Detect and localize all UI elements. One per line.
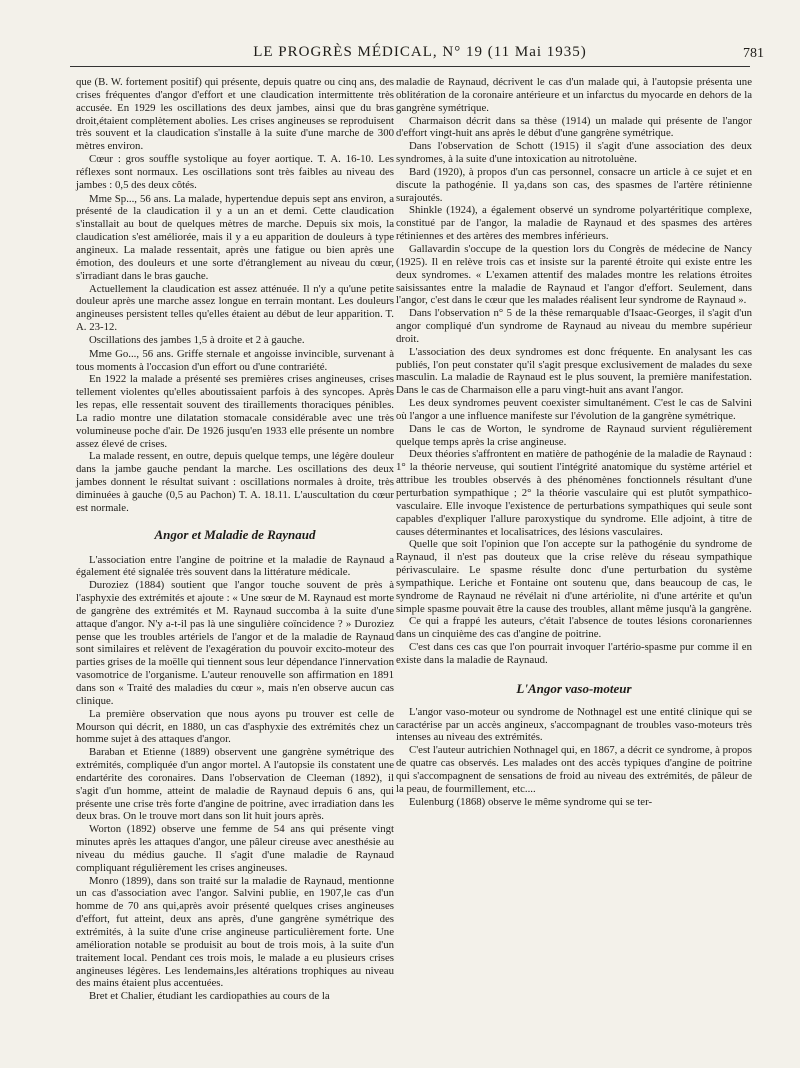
section-heading: Angor et Maladie de Raynaud bbox=[154, 526, 316, 542]
paragraph: Les deux syndromes peuvent coexister simultanément. C'est le cas de Salvini où l'angor a une influence manifeste sur l'évolution de la gangrène symétrique. bbox=[396, 397, 752, 422]
paragraph: Ce qui a frappé les auteurs, c'était l'absence de toutes lésions coronariennes dans un cinquième des cas d'angine de poitrine. bbox=[396, 615, 752, 641]
paragraph: Deux théories s'affrontent en matière de pathogénie de la maladie de Raynaud : 1° la théorie nerveuse, qui soutient l'intégrité anatomique du système artériel et attribue les troubles observés à des phénomènes fonctionnels résultant d'une perturbation sympathique ; 2° la théorie vasculaire qui est plutôt sympathico-vasculaire. Elle invoque l'existence de perturbations sympathiques qui seule sont capables d'expliquer l'allure paroxystique du syndrome. Elle adjoint, à titre de causes déterminantes et localisatrices, des lésions vasculaires. bbox=[396, 448, 752, 538]
paragraph: Mme Sp..., 56 ans. La malade, hypertendue depuis sept ans environ, a présenté de la claudication il y a un an et demi. Cette claudication s'installait au bout de quelques mètres de marche. Depuis six mois, la claudication s'est améliorée, mais il y a eu apparition de douleurs à type angineux. La malade ressentait, après une fatigue ou bien après une émotion, des douleurs et une sorte d'étranglement au niveau du cœur, s'irradiant dans le bras gauche. bbox=[76, 192, 394, 282]
paragraph: Duroziez (1884) soutient que l'angor touche souvent de près à l'asphyxie des extrémités et ajoute : « Une sœur de M. Raynaud est morte de gangrène des extrémités et M. Raynaud succomba à la suite d'une attaque d'angor. N'y a-t-il pas là une singulière coïncidence ? » Duroziez pense que les troubles artériels de l'angor et de la maladie de Raynaud sont similaires et relèvent de l'exagération du pouvoir excito-moteur des parties grises de la moëlle qui tiennent sous leur dépendance l'innervation vasomotrice de l'organisme. L'auteur renouvelle son affirmation en 1891 dans son « Traité des maladies du cœur », mais n'en observe aucun cas clinique. bbox=[76, 579, 394, 707]
paragraph: Dans le cas de Worton, le syndrome de Raynaud survient régulièrement quelque temps après la crise angineuse. bbox=[396, 422, 752, 448]
paragraph: Shinkle (1924), a également observé un syndrome polyartéritique complexe, constitué par de l'angor, la maladie de Raynaud et des spasmes des artères rétiniennes et des artères des membres inférieurs. bbox=[396, 204, 752, 243]
running-title: LE PROGRÈS MÉDICAL, N° 19 (11 Mai 1935) bbox=[253, 44, 587, 60]
paragraph: Mme Go..., 56 ans. Griffe sternale et angoisse invincible, survenant à tous moments à l'occasion d'un effort ou d'une contrariété. bbox=[76, 347, 394, 373]
right-column bbox=[396, 76, 752, 808]
paragraph: Bard (1920), à propos d'un cas personnel, consacre un article à ce sujet et en discute la pathogénie. Il ya,dans son cas, des spasmes de l'artère rétinienne surajoutés. bbox=[396, 165, 752, 204]
paragraph: Quelle que soit l'opinion que l'on accepte sur la pathogénie du syndrome de Raynaud, il n'est pas douteux que la crise relève du réseau sympathique périvasculaire. Le spasme résulte donc d'une perturbation du système sympathique. Leriche et Fontaine ont soutenu que, dans beaucoup de cas, le syndrome de Raynaud ne révélait ni d'une artériolite, ni d'une artérite et qu'un simple spasme pouvait être la cause des troubles, allant même jusqu'à la gangrène. bbox=[396, 538, 752, 615]
paragraph: L'angor vaso-moteur ou syndrome de Nothnagel est une entité clinique qui se caractérise par un accès angineux, s'accompagnant de troubles vaso-moteurs très intenses au niveau des extrémités. bbox=[396, 705, 752, 744]
paragraph: L'association entre l'angine de poitrine et la maladie de Raynaud a également été signalée très souvent dans la littérature médicale. bbox=[76, 553, 394, 579]
paragraph: La malade ressent, en outre, depuis quelque temps, une légère douleur dans la jambe gauche pendant la marche. Les oscillations des deux jambes donnent le résultat suivant : oscillations normales à droite, très diminuées à gauche (0,5 au Pachon) T. A. 18.11. L'auscultation du cœur est normale. bbox=[76, 450, 394, 514]
page-header bbox=[70, 44, 770, 66]
paragraph: que (B. W. fortement positif) qui présente, depuis quatre ou cinq ans, des crises fréquentes d'angor d'effort et une claudication intermittente très accusée. En 1929 les oscillations des deux jambes, ainsi que du bras droit,étaient complètement abolies. Les crises angineuses se reproduisent très souvent et la claudication s'installe à la suite d'une marche de 300 mètres environ. bbox=[76, 76, 394, 153]
left-column bbox=[76, 76, 394, 1003]
paragraph: Cœur : gros souffle systolique au foyer aortique. T. A. 16-10. Les réflexes sont normaux. Les oscillations sont très faibles au niveau des jambes : 0,5 des deux côtés. bbox=[76, 153, 394, 191]
paragraph: Worton (1892) observe une femme de 54 ans qui présente vingt minutes après les attaques d'angor, une pâleur cireuse avec anesthésie au niveau du médius gauche. Il s'agit d'une maladie de Raynaud compliquant régulièrement les crises angineuses. bbox=[76, 823, 394, 874]
paragraph: En 1922 la malade a présenté ses premières crises angineuses, crises tellement violentes qu'elles aboutissaient parfois à des syncopes. Après les repas, elle ressentait souvent des tiraillements thoraciques pénibles. La radio montre une dilatation stomacale considérable avec une très volumineuse poche d'air. De 1926 jusqu'en 1933 elle présente un nombre assez élevé de crises. bbox=[76, 373, 394, 450]
paragraph: Dans l'observation de Schott (1915) il s'agit d'une association des deux syndromes, à la suite d'une intoxication au nitrotoluène. bbox=[396, 140, 752, 166]
paragraph: Gallavardin s'occupe de la question lors du Congrès de médecine de Nancy (1925). Il en relève trois cas et insiste sur la parenté étroite qui existe entre les deux syndromes. « L'examen attentif des malades montre les relations étroites saisissantes entre la maladie de Raynaud et l'angor d'effort. Seulement, dans l'angor, c'est dans le cœur que les malades réalisent leur syndrome de Raynaud ». bbox=[396, 242, 752, 307]
paragraph: Dans l'observation n° 5 de la thèse remarquable d'Isaac-Georges, il s'agit d'un angor compliqué d'un syndrome de Raynaud au niveau du membre supérieur droit. bbox=[396, 307, 752, 345]
paragraph: Eulenburg (1868) observe le même syndrome qui se ter- bbox=[409, 795, 653, 808]
paragraph: Charmaison décrit dans sa thèse (1914) un malade qui présente de l'angor d'effort vingt-huit ans après le début d'une gangrène symétrique. bbox=[396, 114, 752, 140]
paragraph: Actuellement la claudication est assez atténuée. Il n'y a qu'une petite douleur après une marche assez longue en terrain montant. Les douleurs angineuses persistent telles qu'elles étaient au début de leur apparition. T. A. 23-12. bbox=[76, 282, 394, 334]
paragraph: Baraban et Etienne (1889) observent une gangrène symétrique des extrémités, compliquée d'un angor mortel. A l'autopsie ils constatent une endartérite des coronaires. Dans l'observation de Cleeman (1892), il s'agit d'un homme, atteint de maladie de Raynaud depuis 6 ans, qui présente une crise très forte d'angine de poitrine, avec irradiation dans les deux bras. On le trouve mort dans son lit huit jours après. bbox=[76, 746, 394, 823]
paragraph: maladie de Raynaud, décrivent le cas d'un malade qui, à l'autopsie présenta une oblitération de la coronaire antérieure et un infarctus du myocarde en dehors de la gangrène symétrique. bbox=[396, 76, 752, 114]
paragraph: L'association des deux syndromes est donc fréquente. En analysant les cas publiés, l'on peut constater qu'il s'agit presque exclusivement de malades du sexe masculin. La maladie de Raynaud est le plus souvent, la première manifestation. Dans le cas de Charmaison elle a paru vingt-huit ans avant l'angor. bbox=[396, 345, 752, 397]
paragraph: Monro (1899), dans son traité sur la maladie de Raynaud, mentionne un cas d'association avec l'angor. Salvini publie, en 1907,le cas d'un homme de 70 ans qui,après avoir présenté quelques crises angineuses d'effort, fut atteint, deux ans après, d'une gangrène symétrique des extrémités, à la suite d'une crise angineuse particulièrement forte. Une amélioration notable se produisit au bout de trois mois, à la suite d'un traitement local. Pendant ces trois mois, le malade a eu plusieurs crises angineuses légères. Les lendemains,les altérations trophiques au niveau des mains étaient plus accentuées. bbox=[76, 874, 394, 990]
section-heading: L'Angor vaso-moteur bbox=[516, 680, 632, 696]
paragraph: La première observation que nous ayons pu trouver est celle de Mourson qui décrit, en 1880, un cas d'asphyxie des extrémités chez un homme sujet à des attaques d'angor. bbox=[76, 707, 394, 746]
header-rule bbox=[70, 66, 750, 67]
paragraph: Bret et Chalier, étudiant les cardiopathies au cours de la bbox=[89, 990, 330, 1003]
paragraph: Oscillations des jambes 1,5 à droite et 2 à gauche. bbox=[89, 333, 305, 346]
paragraph: C'est l'auteur autrichien Nothnagel qui, en 1867, a décrit ce syndrome, à propos de quatre cas observés. Les malades ont des accès typiques d'angine de poitrine qui s'accompagnent de sensations de froid au niveau des extrémités, de pâleur de la peau, de fourmillement, etc.... bbox=[396, 744, 752, 795]
page-number: 781 bbox=[743, 46, 764, 61]
paragraph: C'est dans ces cas que l'on pourrait invoquer l'artério-spasme pur comme il en existe dans la maladie de Raynaud. bbox=[396, 641, 752, 666]
